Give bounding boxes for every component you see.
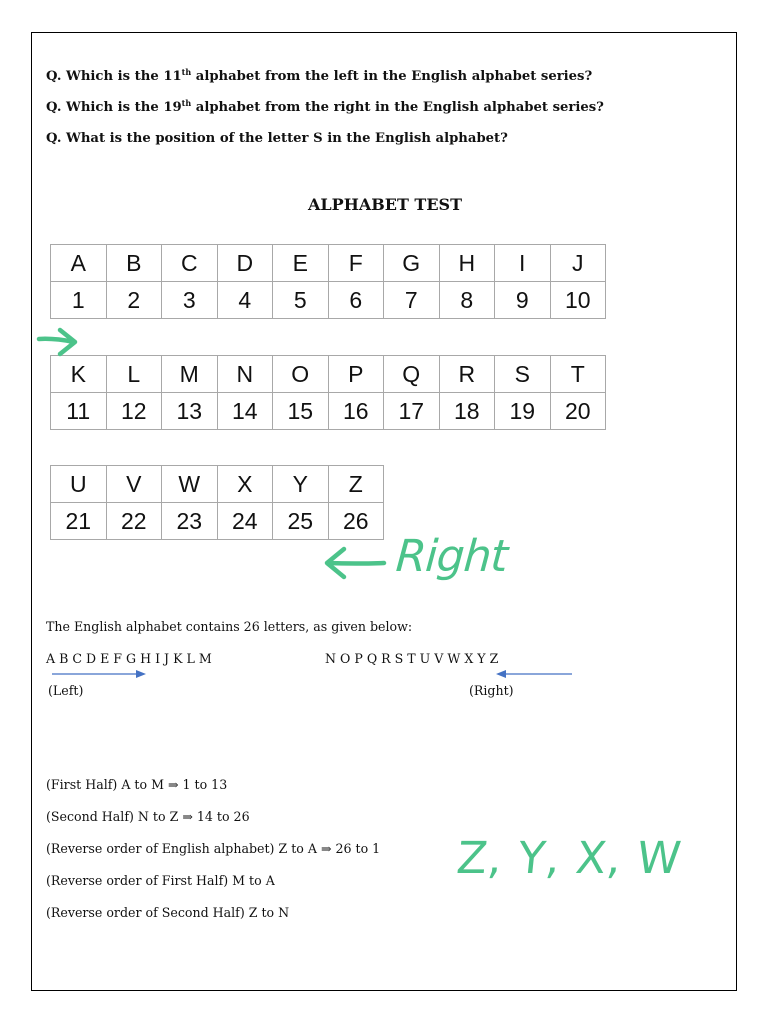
numbers-row [51,282,606,319]
letter-cell: D [217,245,273,282]
handwritten-arrow-icon [36,325,82,359]
rule-reverse-alphabet: (Reverse order of English alphabet) Z to A ⇒ 26 to 1 [46,841,381,856]
rule-first-half: (First Half) A to M ⇒ 1 to 13 [46,777,228,792]
right-pointing-arrow-icon [50,668,150,680]
handwritten-right-label: Right [394,531,509,582]
number-cell: 25 [273,503,329,540]
number-cell: 2 [106,282,162,319]
number-cell: 8 [439,282,495,319]
number-cell: 13 [162,393,218,430]
document-page [31,32,737,991]
letter-cell: C [162,245,218,282]
rule-second-half: (Second Half) N to Z ⇒ 14 to 26 [46,809,250,824]
letter-cell: F [328,245,384,282]
handwritten-left-arrow-icon [320,543,390,583]
intro-text: The English alphabet contains 26 letters, as given below: [46,619,413,634]
letter-cell: J [550,245,606,282]
letter-cell: V [106,466,162,503]
letters-row [51,466,384,503]
letter-cell: U [51,466,107,503]
letters-row [51,356,606,393]
letter-cell: T [550,356,606,393]
number-cell: 5 [273,282,329,319]
right-label: (Right) [469,683,514,698]
alphabet-table-a-j [50,244,606,319]
letter-cell: H [439,245,495,282]
question-1: Q. Which is the 11th alphabet from the left in the English alphabet series? [46,67,593,84]
letter-cell: G [384,245,440,282]
letter-cell: K [51,356,107,393]
number-cell: 15 [273,393,329,430]
number-cell: 16 [328,393,384,430]
number-cell: 21 [51,503,107,540]
handwritten-reverse-letters: Z, Y, X, W [454,833,685,884]
number-cell: 26 [328,503,384,540]
letter-cell: B [106,245,162,282]
number-cell: 19 [495,393,551,430]
letter-cell: E [273,245,329,282]
letter-cell: S [495,356,551,393]
number-cell: 4 [217,282,273,319]
letter-cell: P [328,356,384,393]
rule-reverse-second-half: (Reverse order of Second Half) Z to N [46,905,290,920]
number-cell: 3 [162,282,218,319]
number-cell: 22 [106,503,162,540]
number-cell: 10 [550,282,606,319]
number-cell: 24 [217,503,273,540]
letter-cell: Y [273,466,329,503]
question-3: Q. What is the position of the letter S in the English alphabet? [46,131,508,146]
left-pointing-arrow-icon [494,668,574,680]
letter-cell: W [162,466,218,503]
first-half-letters: A B C D E F G H I J K L M [46,651,212,666]
number-cell: 1 [51,282,107,319]
number-cell: 14 [217,393,273,430]
number-cell: 6 [328,282,384,319]
number-cell: 12 [106,393,162,430]
letter-cell: I [495,245,551,282]
page-title: ALPHABET TEST [308,195,462,214]
letter-cell: M [162,356,218,393]
letter-cell: R [439,356,495,393]
numbers-row [51,393,606,430]
number-cell: 7 [384,282,440,319]
alphabet-table-u-z [50,465,384,540]
letter-cell: X [217,466,273,503]
letter-cell: O [273,356,329,393]
alphabet-table-k-t [50,355,606,430]
letter-cell: N [217,356,273,393]
left-label: (Left) [48,683,84,698]
number-cell: 9 [495,282,551,319]
letter-cell: L [106,356,162,393]
letter-cell: Z [328,466,384,503]
question-2: Q. Which is the 19th alphabet from the right in the English alphabet series? [46,98,604,115]
number-cell: 17 [384,393,440,430]
rule-reverse-first-half: (Reverse order of First Half) M to A [46,873,275,888]
number-cell: 23 [162,503,218,540]
second-half-letters: N O P Q R S T U V W X Y Z [325,651,499,666]
number-cell: 11 [51,393,107,430]
letters-row [51,245,606,282]
numbers-row [51,503,384,540]
letter-cell: Q [384,356,440,393]
letter-cell: A [51,245,107,282]
number-cell: 18 [439,393,495,430]
number-cell: 20 [550,393,606,430]
